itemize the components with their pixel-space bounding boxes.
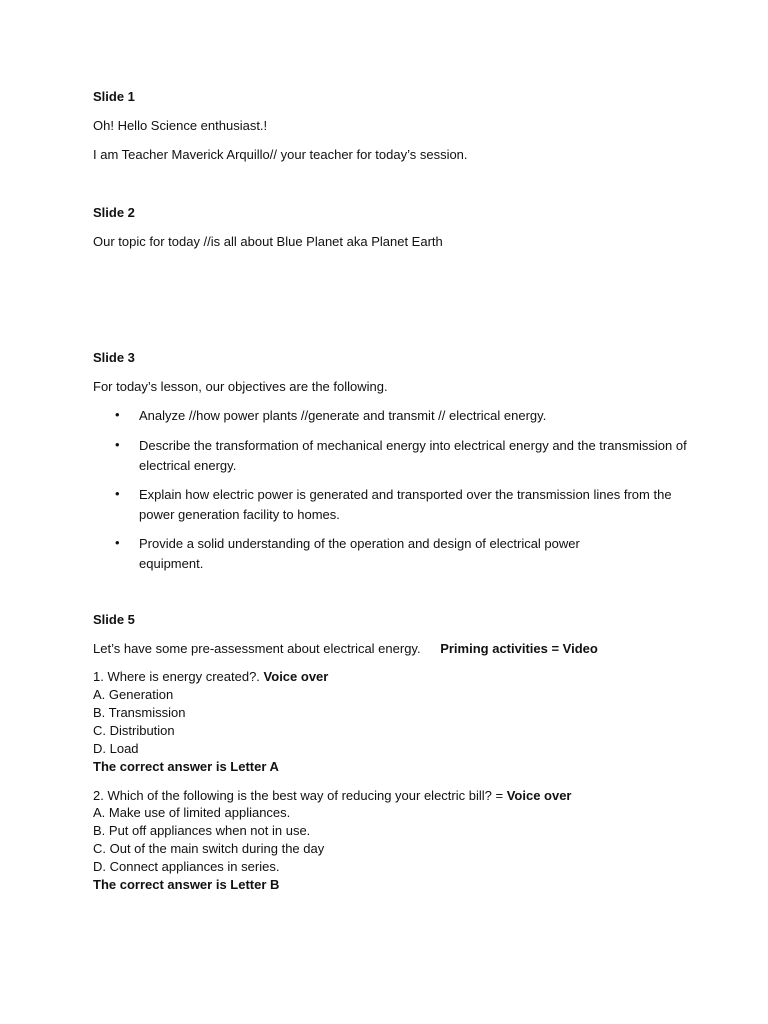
slide1-line2: I am Teacher Maverick Arquillo// your teacher for today’s session. bbox=[93, 147, 468, 162]
slide5-intro-text: Let’s have some pre-assessment about electrical energy. bbox=[93, 641, 421, 656]
question-1-option: D. Load bbox=[93, 741, 139, 756]
bullet-marker: • bbox=[115, 535, 120, 550]
slide1-heading: Slide 1 bbox=[93, 89, 135, 104]
question-2-option: B. Put off appliances when not in use. bbox=[93, 823, 311, 838]
question-2-text: 2. Which of the following is the best way of reducing your electric bill? = bbox=[93, 788, 504, 803]
slide5-heading: Slide 5 bbox=[93, 612, 135, 627]
question-1-answer: The correct answer is Letter A bbox=[93, 759, 279, 774]
bullet-marker: • bbox=[115, 486, 120, 501]
slide2-heading: Slide 2 bbox=[93, 205, 135, 220]
question-1-note: Voice over bbox=[263, 669, 329, 684]
question-2 bbox=[93, 787, 572, 805]
question-2-option: A. Make use of limited appliances. bbox=[93, 805, 291, 820]
question-1-option: A. Generation bbox=[93, 687, 174, 702]
question-2-note: Voice over bbox=[506, 788, 572, 803]
question-2-option: C. Out of the main switch during the day bbox=[93, 841, 325, 856]
bullet-marker: • bbox=[115, 437, 120, 452]
question-1-text: 1. Where is energy created?. bbox=[93, 669, 260, 684]
slide3-heading: Slide 3 bbox=[93, 350, 135, 365]
question-1-option: B. Transmission bbox=[93, 705, 186, 720]
objective-item: Provide a solid understanding of the operation and design of electrical power equipment. bbox=[139, 536, 580, 571]
question-1-option: C. Distribution bbox=[93, 723, 175, 738]
objective-item: Explain how electric power is generated and transported over the transmission lines from the power generation facility to homes. bbox=[139, 487, 672, 522]
slide5-intro-note: Priming activities = Video bbox=[440, 641, 598, 656]
question-2-option: D. Connect appliances in series. bbox=[93, 859, 280, 874]
slide3-intro: For today’s lesson, our objectives are the following. bbox=[93, 379, 388, 394]
slide2-line1: Our topic for today //is all about Blue Planet aka Planet Earth bbox=[93, 234, 443, 249]
objective-item: Describe the transformation of mechanical energy into electrical energy and the transmission of electrical energy. bbox=[139, 438, 687, 473]
objective-item: Analyze //how power plants //generate and transmit // electrical energy. bbox=[139, 408, 547, 423]
question-2-answer: The correct answer is Letter B bbox=[93, 877, 280, 892]
bullet-marker: • bbox=[115, 407, 120, 422]
slide5-intro bbox=[93, 640, 598, 658]
slide1-line1: Oh! Hello Science enthusiast.! bbox=[93, 118, 268, 133]
question-1 bbox=[93, 668, 328, 686]
